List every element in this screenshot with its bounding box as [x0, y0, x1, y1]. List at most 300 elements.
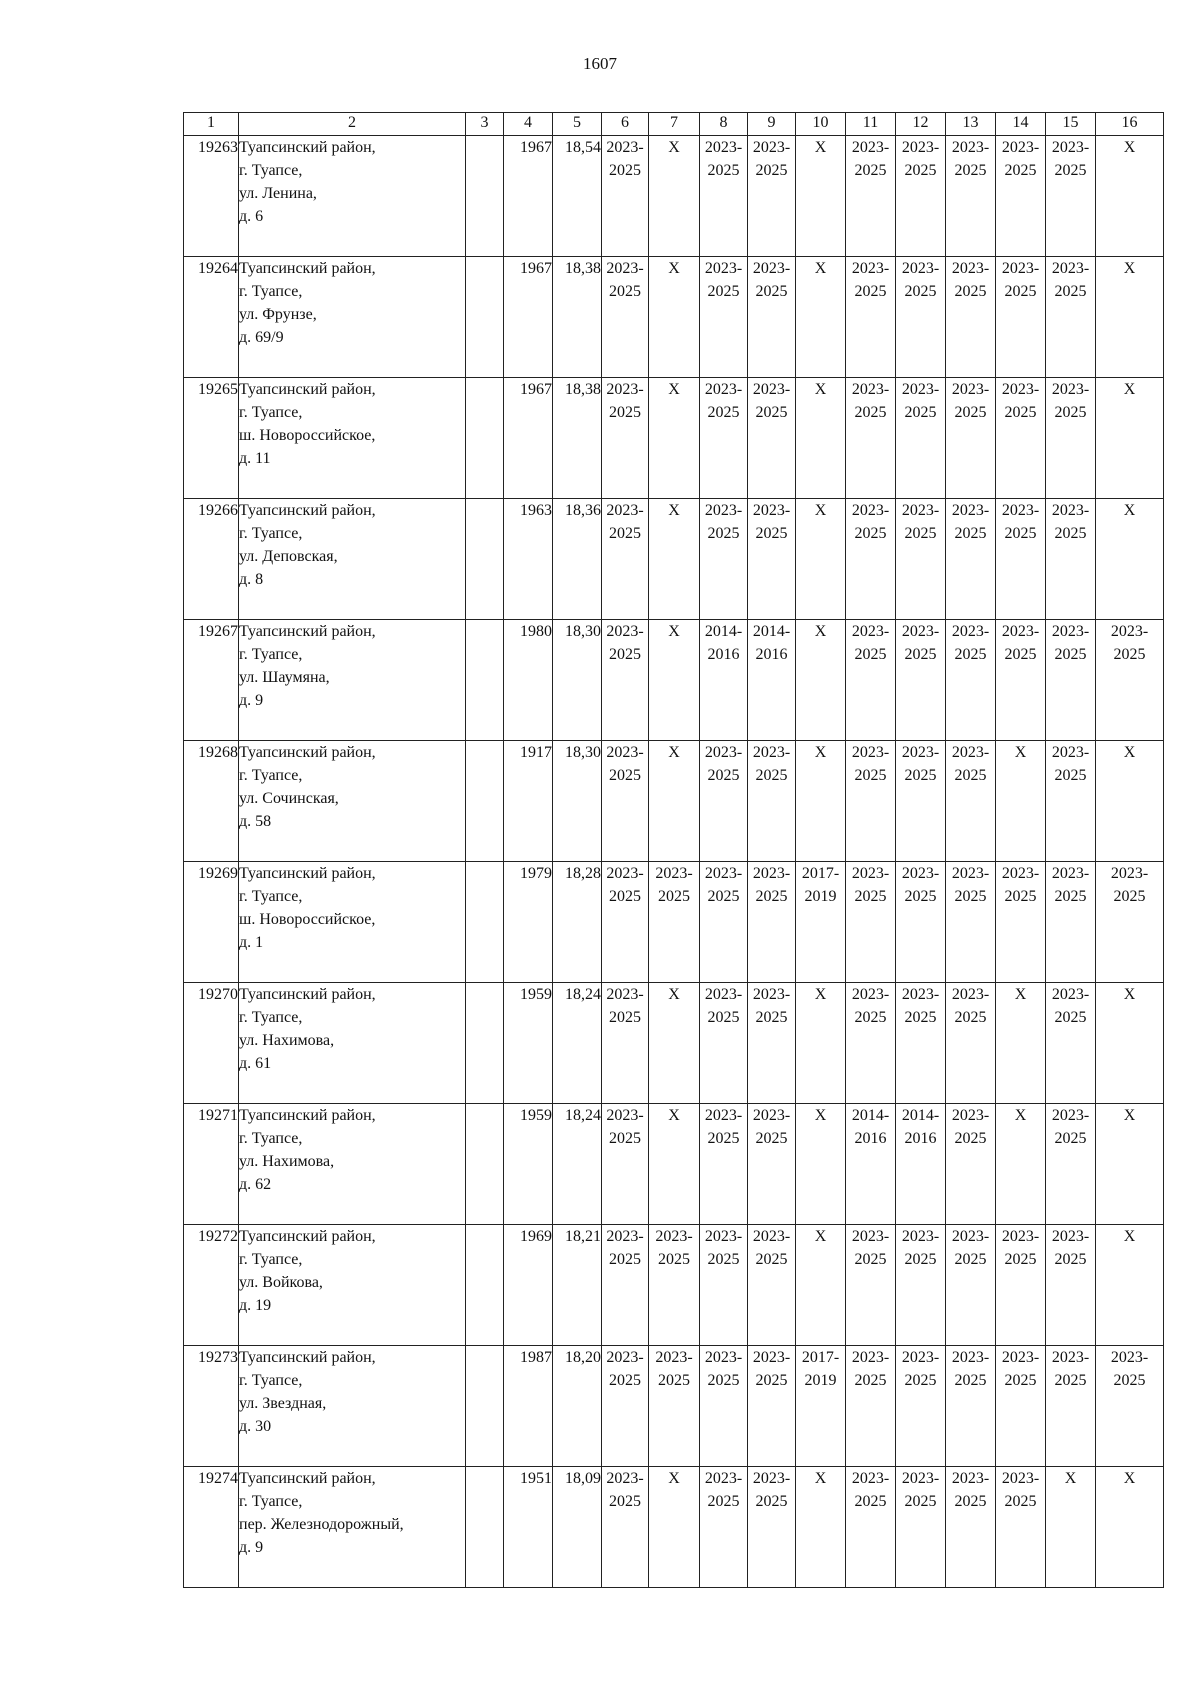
value-cell: 18,09	[553, 1467, 602, 1588]
period-cell	[1096, 1346, 1164, 1467]
period-cell	[996, 862, 1046, 983]
period-value: Х	[668, 381, 680, 398]
period-value: 2023- 2025	[1051, 1107, 1090, 1147]
period-cell	[846, 1104, 896, 1225]
address-line: г. Туапсе,	[239, 1493, 303, 1510]
period-cell	[602, 1225, 649, 1346]
period-value: 2023- 2025	[606, 1228, 644, 1268]
address-line: д. 30	[239, 1418, 272, 1435]
period-cell	[796, 1225, 846, 1346]
column-3-cell	[466, 1346, 504, 1467]
address-line: Туапсинский район,	[239, 502, 376, 519]
year-cell: 1951	[504, 1467, 553, 1588]
period-value: 2023- 2025	[704, 139, 743, 179]
period-value: Х	[814, 986, 827, 1003]
period-cell	[846, 741, 896, 862]
column-header: 14	[996, 113, 1046, 136]
address-line: г. Туапсе,	[239, 1251, 303, 1268]
column-header: 16	[1096, 113, 1164, 136]
column-3-cell	[466, 983, 504, 1104]
period-cell	[896, 741, 946, 862]
period-value: 2023- 2025	[606, 381, 644, 421]
period-cell	[846, 499, 896, 620]
column-header: 15	[1046, 113, 1096, 136]
registry-table	[183, 112, 1164, 1588]
period-value: 2014- 2016	[901, 1107, 940, 1147]
period-value: 2023- 2025	[951, 139, 990, 179]
period-value: 2023- 2025	[752, 1107, 791, 1147]
period-value: Х	[814, 1107, 827, 1124]
period-cell	[846, 983, 896, 1104]
period-value: 2023- 2025	[1051, 1349, 1090, 1389]
address-line: д. 9	[239, 1539, 264, 1556]
period-cell	[896, 136, 946, 257]
period-value: 2014- 2016	[752, 623, 791, 663]
address-line: д. 62	[239, 1176, 272, 1193]
column-header: 3	[466, 113, 504, 136]
period-value: 2023- 2025	[606, 623, 644, 663]
period-value: 2023- 2025	[1001, 865, 1040, 905]
period-value: 2023- 2025	[752, 260, 791, 300]
period-value: 2023- 2025	[655, 1228, 693, 1268]
column-header: 7	[649, 113, 700, 136]
period-value: 2023- 2025	[901, 1470, 940, 1510]
period-cell	[996, 741, 1046, 862]
address-cell	[239, 983, 466, 1104]
period-value: Х	[814, 623, 827, 640]
period-cell	[796, 620, 846, 741]
period-value: 2023- 2025	[1051, 865, 1090, 905]
period-value: 2023- 2025	[752, 502, 791, 542]
period-value: 2023- 2025	[951, 744, 990, 784]
period-cell	[748, 1104, 796, 1225]
period-value: 2023- 2025	[851, 986, 890, 1026]
period-value: Х	[1064, 1470, 1077, 1487]
period-value: Х	[1123, 381, 1136, 398]
period-cell	[748, 1225, 796, 1346]
period-value: 2023- 2025	[752, 1228, 791, 1268]
period-cell	[896, 257, 946, 378]
period-value: 2023- 2025	[1051, 986, 1090, 1026]
period-cell	[602, 1104, 649, 1225]
period-value: 2023- 2025	[606, 139, 644, 179]
year-cell: 1980	[504, 620, 553, 741]
period-value: Х	[814, 260, 827, 277]
period-cell	[649, 741, 700, 862]
period-cell	[796, 741, 846, 862]
period-value: 2023- 2025	[606, 1107, 644, 1147]
address-line: Туапсинский район,	[239, 381, 376, 398]
period-cell	[649, 1104, 700, 1225]
column-3-cell	[466, 741, 504, 862]
column-3-cell	[466, 257, 504, 378]
registry-body	[184, 136, 1164, 1588]
period-cell	[896, 499, 946, 620]
table-row	[184, 378, 1164, 499]
column-header: 11	[846, 113, 896, 136]
address-line: ул. Шаумяна,	[239, 669, 330, 686]
period-cell	[748, 1346, 796, 1467]
period-value: 2023- 2025	[1001, 139, 1040, 179]
period-value: 2023- 2025	[1001, 1470, 1040, 1510]
period-cell	[602, 1346, 649, 1467]
table-row	[184, 1467, 1164, 1588]
period-value: Х	[1123, 502, 1136, 519]
record-number: 19266	[184, 499, 239, 620]
period-cell	[946, 136, 996, 257]
period-cell	[700, 741, 748, 862]
address-line: ул. Сочинская,	[239, 790, 339, 807]
year-cell: 1917	[504, 741, 553, 862]
value-cell: 18,24	[553, 1104, 602, 1225]
period-value: Х	[814, 502, 827, 519]
period-value: 2023- 2025	[704, 381, 743, 421]
table-row	[184, 257, 1164, 378]
table-row	[184, 1346, 1164, 1467]
period-value: 2023- 2025	[655, 1349, 693, 1389]
period-cell	[796, 1346, 846, 1467]
period-cell	[846, 1467, 896, 1588]
address-line: ул. Ленина,	[239, 185, 317, 202]
year-cell: 1979	[504, 862, 553, 983]
period-value: Х	[1123, 1228, 1136, 1245]
period-cell	[700, 1346, 748, 1467]
period-value: 2023- 2025	[704, 744, 743, 784]
column-3-cell	[466, 499, 504, 620]
period-cell	[1096, 862, 1164, 983]
period-value: 2023- 2025	[901, 986, 940, 1026]
period-value: Х	[1014, 1107, 1027, 1124]
period-cell	[602, 136, 649, 257]
table-row	[184, 136, 1164, 257]
address-cell	[239, 257, 466, 378]
period-cell	[602, 983, 649, 1104]
period-value: 2023- 2025	[901, 381, 940, 421]
value-cell: 18,30	[553, 741, 602, 862]
period-value: 2023- 2025	[951, 260, 990, 300]
period-cell	[700, 1104, 748, 1225]
column-header: 1	[184, 113, 239, 136]
header-row	[184, 113, 1164, 136]
period-value: 2023- 2025	[851, 1349, 890, 1389]
address-line: д. 19	[239, 1297, 272, 1314]
period-cell	[996, 620, 1046, 741]
period-value: Х	[1014, 744, 1027, 761]
address-cell	[239, 862, 466, 983]
period-cell	[946, 1467, 996, 1588]
period-cell	[796, 1467, 846, 1588]
period-cell	[946, 499, 996, 620]
period-value: 2023- 2025	[851, 1228, 890, 1268]
period-value: 2017- 2019	[801, 865, 840, 905]
period-value: 2023- 2025	[1001, 502, 1040, 542]
period-value: 2023- 2025	[951, 623, 990, 663]
period-cell	[896, 620, 946, 741]
period-cell	[748, 136, 796, 257]
period-cell	[748, 499, 796, 620]
period-cell	[1046, 983, 1096, 1104]
address-line: г. Туапсе,	[239, 888, 303, 905]
period-cell	[602, 257, 649, 378]
period-value: 2023- 2025	[606, 986, 644, 1026]
period-cell	[846, 862, 896, 983]
period-value: 2023- 2025	[851, 865, 890, 905]
period-value: Х	[814, 139, 827, 156]
period-cell	[748, 1467, 796, 1588]
address-line: д. 9	[239, 692, 264, 709]
period-value: 2023- 2025	[951, 1107, 990, 1147]
period-cell	[1046, 741, 1096, 862]
period-cell	[996, 1467, 1046, 1588]
address-line: г. Туапсе,	[239, 1009, 303, 1026]
period-value: Х	[1123, 260, 1136, 277]
period-value: 2023- 2025	[752, 986, 791, 1026]
period-value: 2023- 2025	[951, 865, 990, 905]
period-value: Х	[1014, 986, 1027, 1003]
address-cell	[239, 1467, 466, 1588]
period-value: 2023- 2025	[951, 502, 990, 542]
period-cell	[700, 136, 748, 257]
period-value: 2023- 2025	[901, 623, 940, 663]
period-value: Х	[668, 502, 680, 519]
period-value: 2023- 2025	[901, 744, 940, 784]
period-value: Х	[814, 1470, 827, 1487]
period-value: 2023- 2025	[851, 139, 890, 179]
table-row	[184, 983, 1164, 1104]
period-cell	[946, 378, 996, 499]
period-cell	[602, 862, 649, 983]
period-cell	[700, 862, 748, 983]
column-3-cell	[466, 1104, 504, 1225]
address-cell	[239, 1104, 466, 1225]
period-cell	[996, 1225, 1046, 1346]
table-row	[184, 499, 1164, 620]
address-line: Туапсинский район,	[239, 1107, 376, 1124]
period-cell	[1096, 1467, 1164, 1588]
table-row	[184, 741, 1164, 862]
period-value: Х	[668, 744, 680, 761]
period-value: 2023- 2025	[1051, 1228, 1090, 1268]
period-value: 2023- 2025	[1001, 1228, 1040, 1268]
period-value: 2023- 2025	[901, 1228, 940, 1268]
period-value: 2023- 2025	[1001, 1349, 1040, 1389]
column-header: 12	[896, 113, 946, 136]
column-3-cell	[466, 378, 504, 499]
address-line: г. Туапсе,	[239, 767, 303, 784]
period-cell	[1096, 136, 1164, 257]
period-value: 2023- 2025	[752, 865, 791, 905]
year-cell: 1987	[504, 1346, 553, 1467]
address-line: г. Туапсе,	[239, 646, 303, 663]
address-line: Туапсинский район,	[239, 623, 376, 640]
year-cell: 1967	[504, 257, 553, 378]
period-cell	[1046, 1104, 1096, 1225]
period-cell	[996, 257, 1046, 378]
address-line: д. 11	[239, 450, 271, 467]
value-cell: 18,24	[553, 983, 602, 1104]
table-row	[184, 620, 1164, 741]
period-value: 2023- 2025	[1110, 1349, 1149, 1389]
year-cell: 1967	[504, 136, 553, 257]
period-cell	[946, 741, 996, 862]
period-cell	[602, 741, 649, 862]
address-line: ул. Нахимова,	[239, 1032, 335, 1049]
period-cell	[1096, 1104, 1164, 1225]
period-value: 2023- 2025	[1110, 623, 1149, 663]
period-value: Х	[668, 1107, 680, 1124]
period-value: 2023- 2025	[704, 1228, 743, 1268]
column-header: 5	[553, 113, 602, 136]
period-cell	[748, 620, 796, 741]
value-cell: 18,38	[553, 257, 602, 378]
address-line: г. Туапсе,	[239, 1372, 303, 1389]
period-cell	[748, 741, 796, 862]
address-line: Туапсинский район,	[239, 865, 376, 882]
period-cell	[1046, 257, 1096, 378]
period-cell	[700, 620, 748, 741]
period-cell	[996, 499, 1046, 620]
period-cell	[846, 257, 896, 378]
period-cell	[1096, 620, 1164, 741]
address-line: Туапсинский район,	[239, 1349, 376, 1366]
period-value: 2023- 2025	[851, 502, 890, 542]
column-header: 8	[700, 113, 748, 136]
period-value: 2023- 2025	[704, 1470, 743, 1510]
address-line: ул. Фрунзе,	[239, 306, 317, 323]
period-value: 2023- 2025	[901, 139, 940, 179]
column-header: 10	[796, 113, 846, 136]
period-cell	[700, 499, 748, 620]
period-value: 2023- 2025	[752, 1349, 791, 1389]
period-value: 2023- 2025	[901, 260, 940, 300]
period-value: Х	[1123, 744, 1136, 761]
period-cell	[796, 499, 846, 620]
period-value: 2023- 2025	[606, 260, 644, 300]
period-cell	[700, 983, 748, 1104]
period-cell	[796, 1104, 846, 1225]
period-cell	[748, 378, 796, 499]
period-cell	[649, 378, 700, 499]
year-cell: 1959	[504, 983, 553, 1104]
record-number: 19268	[184, 741, 239, 862]
period-cell	[846, 1346, 896, 1467]
address-cell	[239, 499, 466, 620]
period-cell	[846, 1225, 896, 1346]
period-value: 2023- 2025	[752, 744, 791, 784]
period-cell	[748, 862, 796, 983]
period-value: 2017- 2019	[801, 1349, 840, 1389]
period-value: 2023- 2025	[951, 1470, 990, 1510]
period-cell	[748, 983, 796, 1104]
period-cell	[896, 983, 946, 1104]
period-cell	[1096, 983, 1164, 1104]
record-number: 19270	[184, 983, 239, 1104]
period-cell	[602, 620, 649, 741]
period-value: 2023- 2025	[851, 260, 890, 300]
period-value: 2023- 2025	[752, 1470, 791, 1510]
period-value: Х	[668, 139, 680, 156]
period-cell	[846, 620, 896, 741]
period-value: 2023- 2025	[951, 986, 990, 1026]
period-cell	[1096, 378, 1164, 499]
table-row	[184, 862, 1164, 983]
value-cell: 18,21	[553, 1225, 602, 1346]
address-line: Туапсинский район,	[239, 260, 376, 277]
period-cell	[946, 862, 996, 983]
period-value: Х	[814, 744, 827, 761]
period-cell	[796, 136, 846, 257]
period-value: Х	[1123, 986, 1136, 1003]
period-cell	[996, 1346, 1046, 1467]
period-cell	[1096, 257, 1164, 378]
record-number: 19271	[184, 1104, 239, 1225]
period-value: 2023- 2025	[951, 1349, 990, 1389]
period-cell	[996, 983, 1046, 1104]
period-cell	[946, 1346, 996, 1467]
address-line: ул. Войкова,	[239, 1274, 323, 1291]
record-number: 19274	[184, 1467, 239, 1588]
period-cell	[896, 1346, 946, 1467]
address-line: д. 58	[239, 813, 272, 830]
period-cell	[649, 136, 700, 257]
address-line: д. 69/9	[239, 329, 284, 346]
address-line: ш. Новороссийское,	[239, 427, 376, 444]
page-number: 1607	[583, 54, 617, 73]
year-cell: 1963	[504, 499, 553, 620]
period-cell	[1046, 499, 1096, 620]
period-cell	[1046, 1346, 1096, 1467]
address-line: г. Туапсе,	[239, 404, 303, 421]
value-cell: 18,54	[553, 136, 602, 257]
period-value: 2023- 2025	[901, 1349, 940, 1389]
period-value: 2023- 2025	[851, 744, 890, 784]
period-cell	[649, 1467, 700, 1588]
period-cell	[1046, 1467, 1096, 1588]
address-line: Туапсинский район,	[239, 986, 376, 1003]
period-value: 2023- 2025	[1051, 139, 1090, 179]
address-line: Туапсинский район,	[239, 744, 376, 761]
period-cell	[649, 1225, 700, 1346]
period-cell	[1096, 1225, 1164, 1346]
period-cell	[1046, 1225, 1096, 1346]
period-cell	[748, 257, 796, 378]
column-3-cell	[466, 1225, 504, 1346]
value-cell: 18,28	[553, 862, 602, 983]
column-header: 13	[946, 113, 996, 136]
period-cell	[649, 983, 700, 1104]
period-value: Х	[1123, 1107, 1136, 1124]
value-cell: 18,20	[553, 1346, 602, 1467]
year-cell: 1959	[504, 1104, 553, 1225]
period-cell	[1096, 499, 1164, 620]
period-value: 2023- 2025	[901, 502, 940, 542]
period-value: 2023- 2025	[851, 1470, 890, 1510]
period-cell	[649, 257, 700, 378]
period-cell	[649, 1346, 700, 1467]
period-value: 2023- 2025	[1051, 623, 1090, 663]
period-cell	[896, 1467, 946, 1588]
address-line: Туапсинский район,	[239, 1470, 376, 1487]
column-header: 2	[239, 113, 466, 136]
period-cell	[846, 378, 896, 499]
period-cell	[1046, 862, 1096, 983]
value-cell: 18,36	[553, 499, 602, 620]
address-line: д. 1	[239, 934, 264, 951]
record-number: 19272	[184, 1225, 239, 1346]
period-value: 2023- 2025	[704, 986, 743, 1026]
address-line: ул. Звездная,	[239, 1395, 327, 1412]
record-number: 19263	[184, 136, 239, 257]
